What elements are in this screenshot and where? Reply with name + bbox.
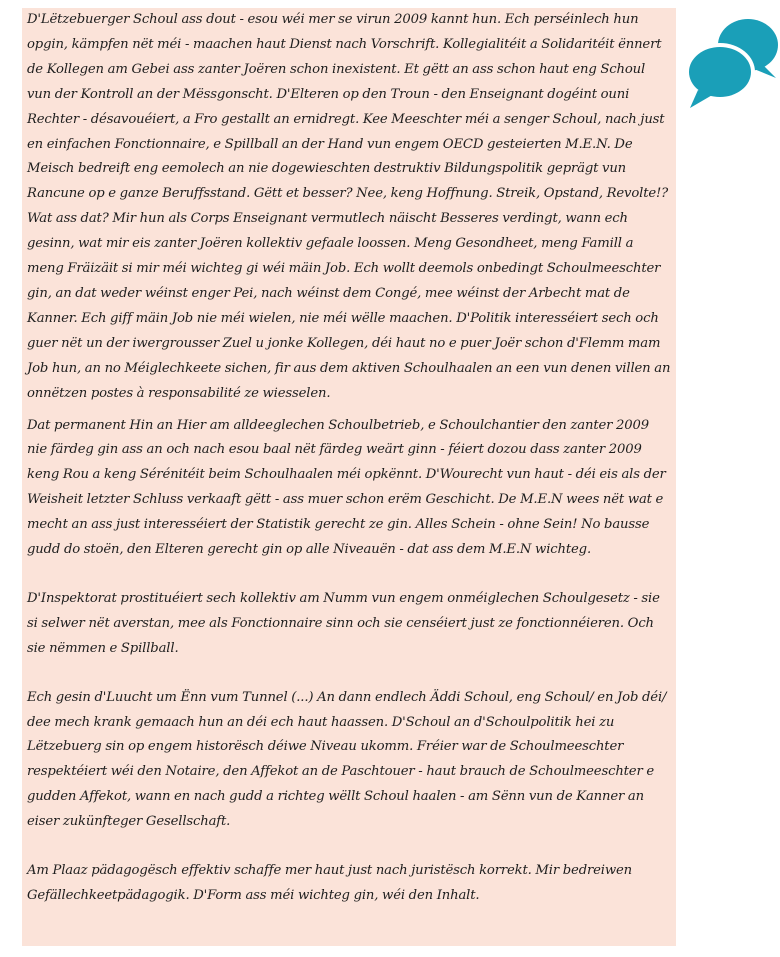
- paragraph-2: Dat permanent Hin an Hier am alldeeglechen Schoulbetrieb, e Schoulchantier den zanter 2009 nie färdeg gin ass an och nach esou baal nët färdeg weärt ginn - féiert dozou dass zanter 2009 keng Rou a keng Sérénitéit beim Schoulhaalen méi opkënnt. D'Wourecht vun haut - déi eis als der Weisheit letzter Schluss verkaaft gëtt - ass muer schon erëm Geschicht. De M.E.N wees nët wat e mecht an ass just interesséiert der Statistik gerecht ze gin. Alles Schein - ohne Sein! No bausse gudd do stoën, den Elteren gerecht gin op alle Niveauën - dat ass dem M.E.N wichteg.: [27, 417, 666, 558]
- paragraph-4: Ech gesin d'Luucht um Ënn vum Tunnel (...) An dann endlech Äddi Schoul, eng Schoul/ en Job déi/ dee mech krank gemaach hun an déi ech haut haassen. D'Schoul an d'Schoulpolitik hei zu Lëtzebuerg sin op engem historësch déiwe Niveau ukomm. Fréier war de Schoulmeeschter respektéiert wéi den Notaire, den Affekot an de Paschtouer - haut brauch de Schoulmeeschter e gudden Affekot, wann en nach gudd a richteg wëllt Schoul haalen - am Sënn vun de Kanner an eiser zukünfteger Gesellschaft.: [27, 689, 667, 830]
- paragraph-1: D'Lëtzebuerger Schoul ass dout - esou wéi mer se virun 2009 kannt hun. Ech perséinlech hun opgin, kämpfen nët méi - maachen haut Dienst nach Vorschrift. Kollegialitéit a Solidaritéit ënnert de Kollegen am Gebei ass zanter Joëren schon inexistent. Et gëtt an ass schon haut eng Schoul vun der Kontroll an der Mëssgonscht. D'Elteren op den Troun - den Enseignant dogéint ouni Rechter - désavouéiert, a Fro gestallt an ernidregt. Kee Meeschter méi a senger Schoul, nach just en einfachen Fonctionnaire, e Spillball an der Hand vun engem OECD gesteierten M.E.N. De Meisch bedreift eng eemolech an nie dogewieschten destruktiv Bildungspolitik geprägt vun Rancune op e ganze Beruffsstand. Gëtt et besser? Nee, keng Hoffnung. Streik, Opstand, Revolte!? Wat ass dat? Mir hun als Corps Enseignant vermutlech näischt Besseres verdingt, wann ech gesinn, wat mir eis zanter Joëren kollektiv gefaale loossen. Meng Gesondheet, meng Famill a meng Fräizäit si mir méi wichteg gi wéi mäin Job. Ech wollt deemols onbedingt Schoulmeeschter gin, an dat weder wéinst enger Pei, nach wéinst dem Congé, mee wéinst der Arbecht mat de Kanner. Ech giff mäin Job nie méi wielen, nie méi wëlle maachen. D'Politik interesséiert sech och guer nët un der iwergrousser Zuel u jonke Kollegen, déi haut no e puer Joër schon d'Flemm mam Job hun, an no Méiglechkeete sichen, fir aus dem aktiven Schoulhaalen an een vun denen villen an onnëtzen postes à responsabilité ze wiesselen.: [27, 12, 671, 401]
- quote-box: [22, 8, 676, 946]
- speech-bubbles-icon: [684, 14, 780, 112]
- paragraph-3: D'Inspektorat prostituéiert sech kollektiv am Numm vun engem onméiglechen Schoulgesetz - sie si selwer nët averstan, mee als Fonctionnaire sinn och sie censéiert just ze fonctionnéieren. Och sie nëmmen e Spillball.: [27, 590, 660, 656]
- paragraph-5: Am Plaaz pädagogësch effektiv schaffe mer haut just nach juristësch korrekt. Mir bedreiwen Gefällechkeetpädagogik. D'Form ass méi wichteg gin, wéi den Inhalt.: [27, 863, 632, 903]
